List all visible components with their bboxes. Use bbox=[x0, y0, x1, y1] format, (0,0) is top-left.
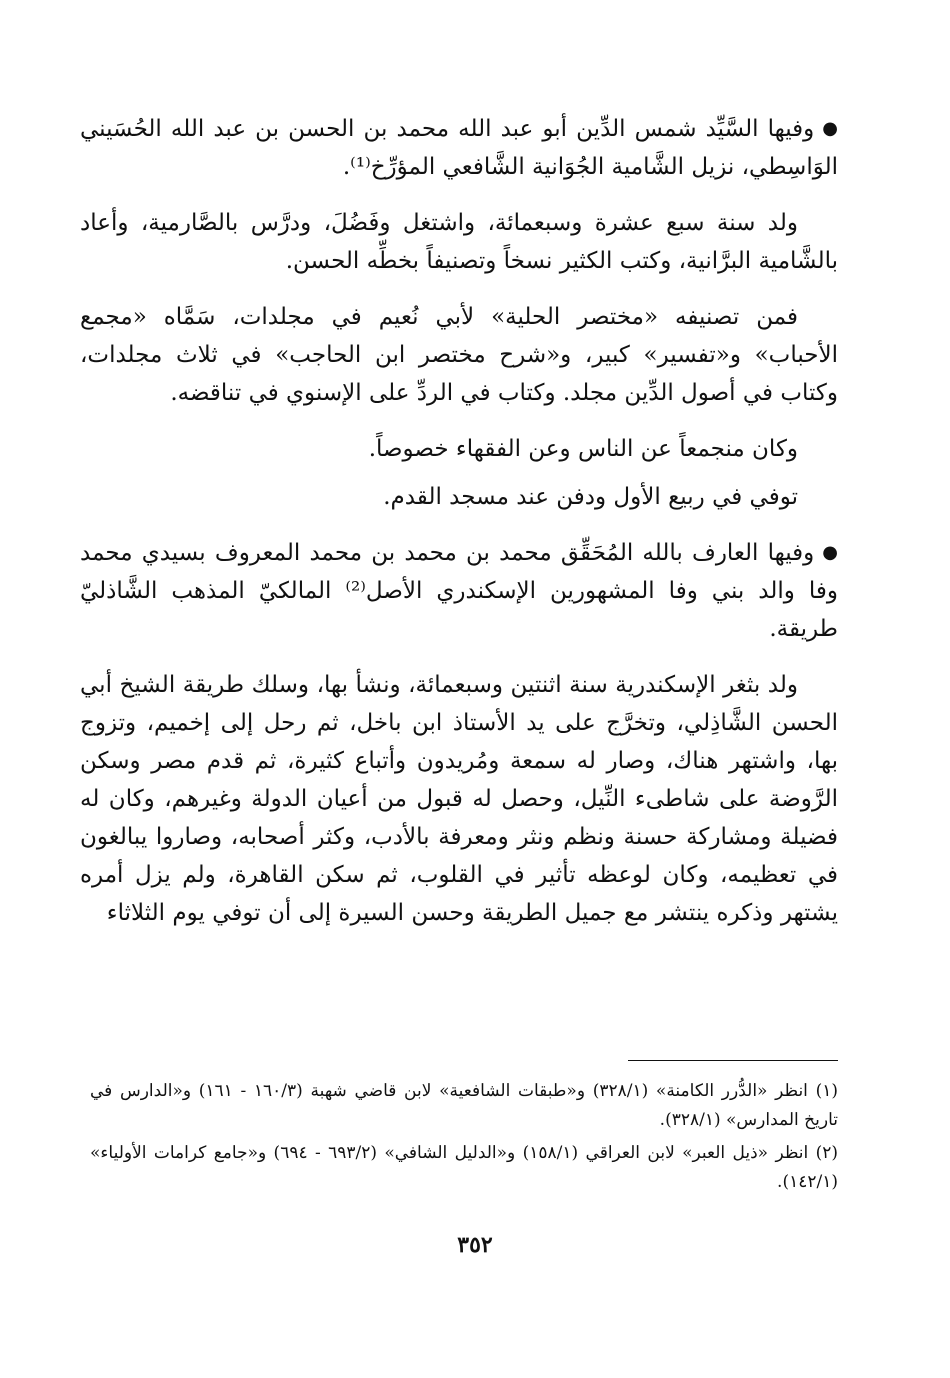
paragraph-works: فمن تصنيفه «مختصر الحلية» لأبي نُعيم في مجلدات، سَمَّاه «مجمع الأحباب» و«تفسير» كبير، و«شرح مختصر ابن الحاجب» في ثلاث مجلدات، وكتاب في أصول الدِّين مجلد. وكتاب في الردِّ على الإسنوي في تناقضه. bbox=[80, 304, 838, 406]
bullet-icon: ● bbox=[822, 118, 838, 139]
paragraph-entry-wafa bbox=[80, 534, 838, 648]
footnote-divider bbox=[628, 1060, 838, 1061]
paragraph-wafa-biography: ولد بثغر الإسكندرية سنة اثنتين وسبعمائة، ونشأ بها، وسلك طريقة الشيخ أبي الحسن الشَّاذِلي، وتخرَّج على يد الأستاذ ابن باخل، ثم رحل إلى إخميم، وتزوج بها، واشتهر هناك، وصار له سمعة ومُريدون وأتباع كثيرة، ثم قدم مصر وسكن الرَّوضة على شاطىء النِّيل، وحصل له قبول من أعيان الدولة وغيرهم، وكان له فضيلة ومشاركة حسنة ونظم ونثر ومعرفة بالأدب، وكثر أصحابه، وصاروا يبالغون في تعظيمه، وكان لوعظه تأثير في القلوب، ثم سكن القاهرة، ولم يزل أمره يشتهر وذكره ينتشر مع جميل الطريقة وحسن السيرة إلى أن توفي يوم الثلاثاء bbox=[80, 672, 838, 926]
paragraph-text: وفيها العارف بالله المُحَقِّق محمد بن محمد بن محمد المعروف بسيدي محمد وفا والد بني وفا المشهورين الإسكندري الأصل⁽²⁾ المالكيّ المذهب الشَّاذليّ طريقة. bbox=[80, 540, 838, 642]
paragraph-entry-wasiti bbox=[80, 110, 838, 186]
bullet-icon: ● bbox=[822, 542, 838, 563]
main-text bbox=[80, 110, 838, 950]
footnote-1: (١) انظر «الدُّرر الكامنة» (٣٢٨/١) و«طبقات الشافعية» لابن قاضي شهبة (١٦٠/٣ - ١٦١) و«الدارس في تاريخ المدارس» (٣٢٨/١). bbox=[90, 1081, 838, 1130]
footnotes bbox=[90, 1077, 838, 1201]
paragraph-text: وفيها السَّيِّد شمس الدِّين أبو عبد الله محمد بن الحسن بن عبد الله الحُسَيني الوَاسِطي، نزيل الشَّامية الجُوَانية الشَّافعي المؤرِّخ⁽¹⁾. bbox=[80, 116, 838, 180]
footnote-2: (٢) انظر «ذيل العبر» لابن العراقي (١٥٨/١) و«الدليل الشافي» (٦٩٣/٢ - ٦٩٤) و«جامع كرامات الأولياء» (١٤٢/١). bbox=[90, 1143, 839, 1192]
page-number: ٣٥٢ bbox=[457, 1232, 493, 1258]
paragraph-death: توفي في ربيع الأول ودفن عند مسجد القدم. bbox=[383, 484, 798, 510]
paragraph-birth: ولد سنة سبع عشرة وسبعمائة، واشتغل وفَضُلَ، ودرَّس بالصَّارمية، وأعاد بالشَّامية البرَّانية، وكتب الكثير نسخاً وتصنيفاً بخطِّه الحسن. bbox=[80, 210, 838, 274]
paragraph-seclusion: وكان منجمعاً عن الناس وعن الفقهاء خصوصاً. bbox=[368, 436, 798, 462]
